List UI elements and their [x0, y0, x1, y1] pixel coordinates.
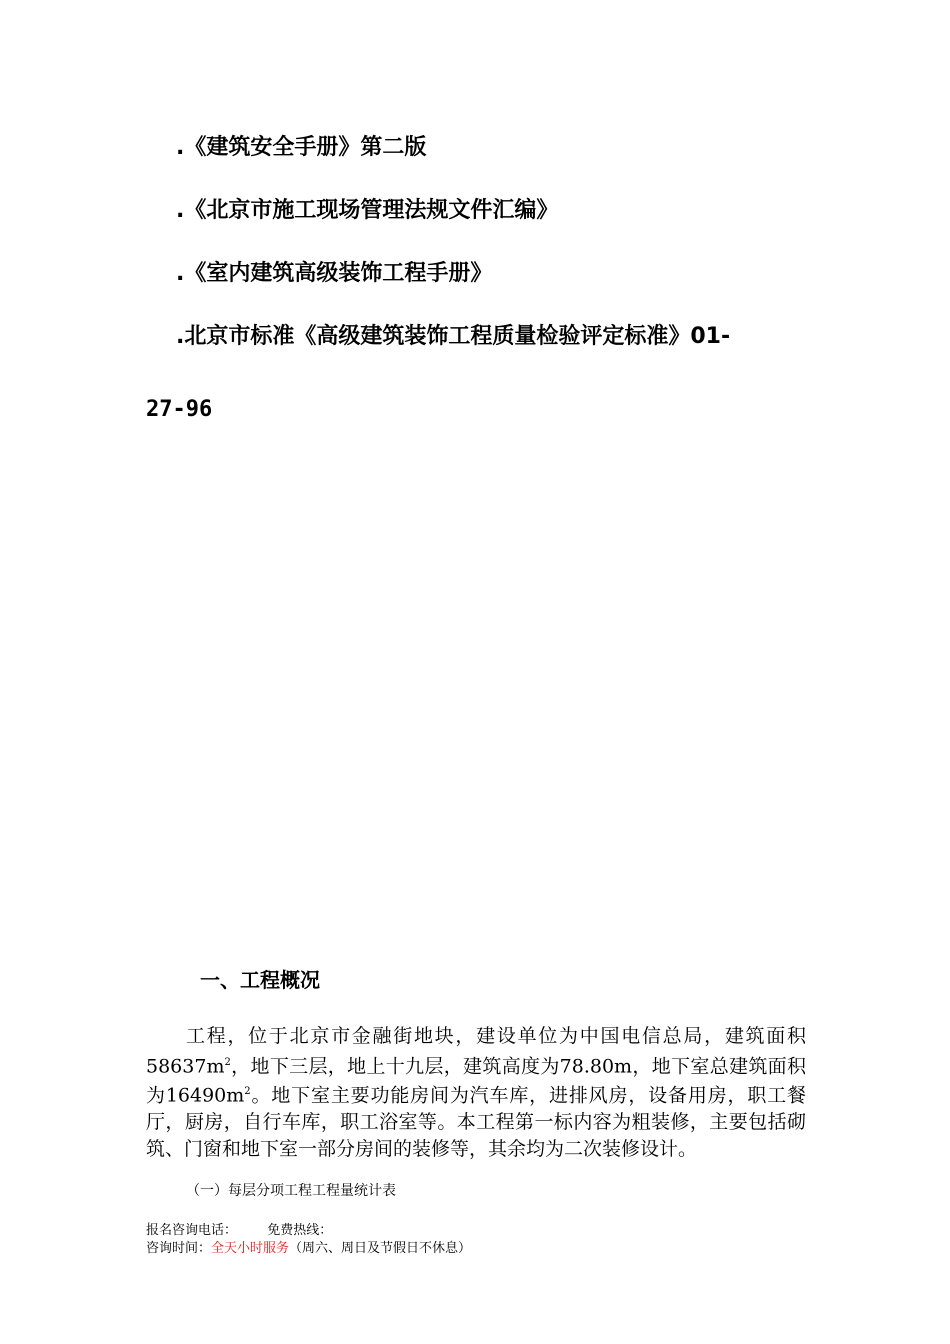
time-label: 咨询时间：: [146, 1241, 212, 1256]
table-subheading: （一）每层分项工程工程量统计表: [186, 1183, 396, 1199]
footer-contact-line: [146, 1219, 332, 1238]
phone-label: 报名咨询电话：: [146, 1223, 238, 1238]
superscript-2: 2: [244, 1086, 251, 1098]
paragraph-part-2: ，地下三层，地上十九层，建筑高度为78.80m，地下室总建筑面积为16490m: [146, 1054, 806, 1107]
paragraph-part-3: 。地下室主要功能房间为汽车库，进排风房，设备用房，职工餐厅，厨房，自行车库，职工浴室等。本工程第一标内容为粗装修，主要包括砌筑、门窗和地下室一部分房间的装修等，其余均为二次装修设计。: [146, 1084, 806, 1160]
hotline-label: 免费热线：: [267, 1223, 333, 1238]
footer-time-line: [146, 1237, 471, 1256]
superscript-1: 2: [224, 1056, 231, 1068]
reference-item-3: .《室内建筑高级装饰工程手册》: [176, 261, 493, 286]
project-overview-paragraph: [146, 1023, 806, 1162]
reference-item-4-continuation: 27-96: [146, 397, 213, 422]
reference-item-1: .《建筑安全手册》第二版: [176, 135, 427, 160]
reference-item-2: .《北京市施工现场管理法规文件汇编》: [176, 198, 559, 223]
service-highlight: 全天小时服务: [211, 1241, 290, 1256]
section-title: 一、工程概况: [200, 968, 320, 992]
paragraph-part-1: 工程，位于北京市金融街地块，建设单位为中国电信总局，建筑面积58637m: [146, 1025, 806, 1077]
holiday-note: （周六、周日及节假日不休息）: [289, 1241, 472, 1256]
reference-item-4: .北京市标准《高级建筑装饰工程质量检验评定标准》01-: [176, 324, 731, 349]
